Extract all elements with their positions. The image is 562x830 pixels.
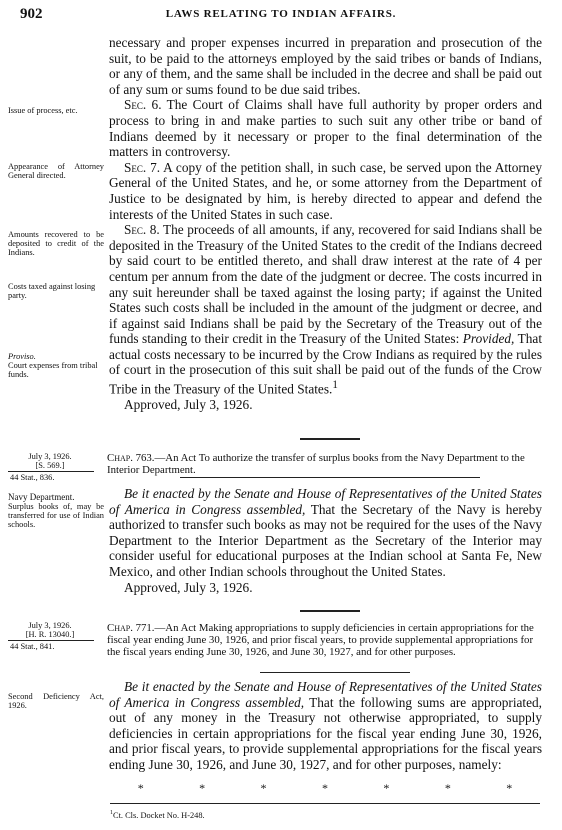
chap763-title: —An Act To authorize the transfer of surplus books from the Navy Department to the Interior Department. <box>107 452 525 476</box>
chapter-heading-rule <box>260 672 410 673</box>
chap771-title: —An Act Making appropriations to supply deficiencies in certain appropriations for the fiscal year ending June 30, 1926, and prior fiscal years, to provide supplemental appropriations for the fiscal years ending June 30, 1926, and June 30, 1927, and for other purposes. <box>107 622 534 658</box>
continuation-paragraph: necessary and proper expenses incurred in preparation and prosecution of the suit, to be paid to the attorneys employed by the said tribes or bands of Indians, or any of them, and the same shall be included in the decree and shall be paid out of any sum or sums found to be due said tribes. <box>109 35 542 97</box>
star: * <box>444 781 451 795</box>
section-label: Sec. 8. <box>124 222 160 238</box>
page-number: 902 <box>20 6 43 22</box>
page-header <box>0 6 562 26</box>
chap763-enacting-paragraph: Be it enacted by the Senate and House of Representatives of the United States of America in Congress assembled, That the Secretary of the Navy is hereby authorized to transfer such books as may not be required for the uses of the Navy Department to the Interior Department as the Secretary of the Interior may consider useful for educational purposes at the Indian school at Santa Fe, New Mexico, and other Indian schools throughout the United States. <box>109 486 542 579</box>
margin-amounts-recovered: Amounts recovered to be deposited to credit of the Indians. <box>8 230 104 257</box>
footnote <box>110 810 205 820</box>
footnote-text: Ct. Cls. Docket No. H-248. <box>113 810 205 820</box>
chap763-label: Chap. 763. <box>107 452 155 464</box>
section-6: Sec. 6. The Court of Claims shall have full authority by proper orders and process to bring in and make parties to such suit any other tribe or band of Indians deemed by it necessary or proper to the final determination of the matters in controversy. <box>109 97 542 160</box>
margin-costs-taxed: Costs taxed against losing party. <box>8 282 96 300</box>
star: * <box>260 781 267 795</box>
section-divider <box>300 610 360 612</box>
star: * <box>199 781 206 795</box>
chap771-bill: [H. R. 13040.] <box>25 630 75 640</box>
act-continuation-body <box>109 35 542 413</box>
chap763-heading <box>107 452 542 476</box>
chap771-enacting-paragraph: Be it enacted by the Senate and House of Representatives of the United States of America in Congress assembled, That the following sums are appropriated, out of any money in the Treasury not otherwise appropriated, to supply deficiencies in certain appropriations for the fiscal year ending June 30, 1926, and prior fiscal years, to provide supplemental appropriations for the fiscal years ending June 30, 1926, and June 30, 1927, and for other purposes, namely: <box>109 679 542 772</box>
star: * <box>383 781 390 795</box>
chap763-body <box>109 486 542 595</box>
footnote-mark: 1 <box>110 810 113 816</box>
margin-second-deficiency-act: Second Deficiency Act, 1926. <box>8 692 104 710</box>
footnote-marker: 1 <box>332 379 338 392</box>
running-head: LAWS RELATING TO INDIAN AFFAIRS. <box>165 8 397 20</box>
margin-proviso <box>8 352 104 379</box>
section-label: Sec. 6. <box>124 97 162 113</box>
chap771-heading <box>107 622 542 658</box>
star: * <box>137 781 144 795</box>
chap771-citation <box>10 621 90 639</box>
citation-rule <box>8 640 94 641</box>
section-divider <box>300 438 360 440</box>
margin-proviso-label: Proviso. <box>8 352 36 361</box>
chap763-citation <box>10 452 90 470</box>
chap763-stat-ref: 44 Stat., 836. <box>10 473 55 482</box>
margin-issue-of-process: Issue of process, etc. <box>8 106 78 115</box>
chap763-bill: [S. 569.] <box>35 461 65 471</box>
margin-navy-title: Navy Department. <box>8 492 75 502</box>
enacting-clause: Be it enacted by the Senate and House of Representatives of the United States of America in Congress assembled, <box>109 679 542 710</box>
margin-navy-text: Surplus books of, may be transferred for use of Indian schools. <box>8 502 104 529</box>
chap771-date: July 3, 1926. <box>28 621 72 630</box>
section-7: Sec. 7. A copy of the petition shall, in such case, be served upon the Attorney General of the United States, and he, or some attorney from the Department of Justice to be designated by him, is hereby directed to appear and defend the interests of the United States in such case. <box>109 159 542 222</box>
section-8: Sec. 8. The proceeds of all amounts, if any, recovered for said Indians shall be deposited in the Treasury of the United States to the credit of the Indians decreed by said court to be entitled thereto, and shall draw interest at the rate of 4 per centum per annum from the date of the judgment or decree. The costs incurred in any suit hereunder shall be taxed against the losing party; if against the United States such costs shall be included in the amount of the judgment or decree, and if against said Indians shall be paid by the Secretary of the Treasury out of the funds standing to their credit in the Treasury of the United States: Provided, That actual costs necessary to be incurred by the Crow Indians as required by the rules of court in the prosecution of this suit shall be paid out of the funds of the Crow Tribe in the Treasury of the United States.$^1$ <box>109 222 543 397</box>
omission-stars <box>110 781 540 796</box>
margin-navy-department <box>8 493 104 529</box>
chap771-label: Chap. 771. <box>107 622 155 634</box>
margin-court-expenses: Court expenses from tribal funds. <box>8 361 98 379</box>
approved-line: Approved, July 3, 1926. <box>124 397 253 413</box>
chap763-approved: Approved, July 3, 1926. <box>124 579 253 595</box>
footnote-rule <box>110 803 540 804</box>
chap763-date: July 3, 1926. <box>28 452 72 461</box>
citation-rule <box>8 471 94 472</box>
margin-appearance-attorney-general: Appearance of Attorney General directed. <box>8 162 104 180</box>
enacting-clause: Be it enacted by the Senate and House of Representatives of the United States of America in Congress assembled, <box>109 486 542 517</box>
proviso-word: Provided, <box>462 331 515 347</box>
chap771-body <box>109 679 542 773</box>
chap771-stat-ref: 44 Stat., 841. <box>10 642 55 651</box>
star: * <box>321 781 328 795</box>
star: * <box>506 781 513 795</box>
section-label: Sec. 7. <box>124 159 161 175</box>
chapter-heading-rule <box>180 477 480 478</box>
